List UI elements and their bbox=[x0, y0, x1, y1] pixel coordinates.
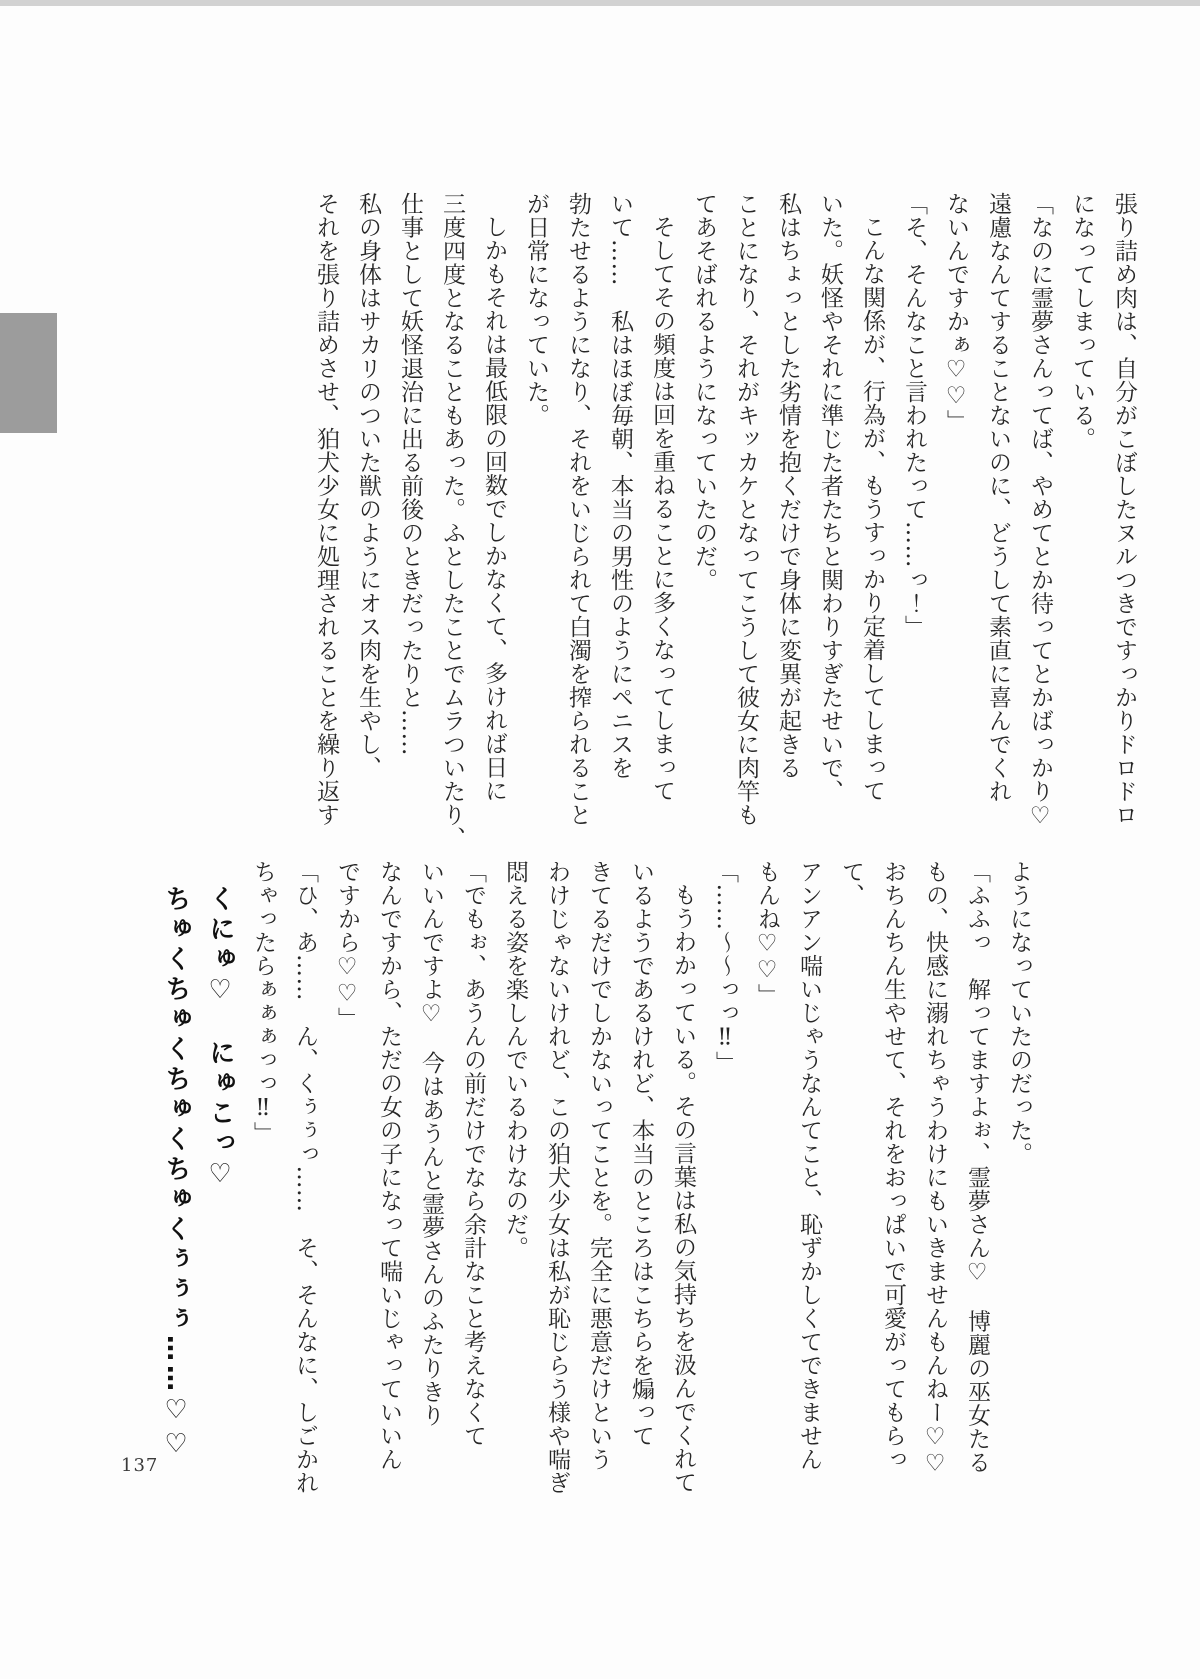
text-column: 「でもぉ、あうんの前だけでなら余計なこと考えなくて bbox=[460, 860, 486, 1448]
page-number: 137 bbox=[121, 1455, 159, 1476]
text-column: もの、快感に溺れちゃうわけにもいきませんもんねー♡♡ bbox=[922, 860, 948, 1477]
text-column: それを張り詰めさせ、狛犬少女に処理されることを繰り返す bbox=[313, 192, 339, 827]
text-column: おちんちん生やせて、それをおっぱいで可愛がってもらって、 bbox=[838, 860, 906, 1471]
text-column: いいんですよ♡ 今はあうんと霊夢さんのふたりきり bbox=[418, 860, 444, 1427]
text-column: 勃たせるようになり、それをいじられて白濁を搾られること bbox=[565, 192, 591, 827]
text-column: になってしまっている。 bbox=[1069, 192, 1095, 451]
text-column: こんな関係が、行為が、もうすっかり定着してしまって bbox=[859, 215, 885, 803]
text-column: ないんですかぁ♡♡」 bbox=[943, 192, 969, 433]
text-column: ですから♡♡」 bbox=[334, 860, 360, 1031]
text-column: いた。妖怪やそれに準じた者たちと関わりすぎたせいで、 bbox=[817, 192, 843, 803]
text-column: 悶える姿を楽しんでいるわけなのだ。 bbox=[502, 860, 528, 1260]
text-column: わけじゃないけれど、この狛犬少女は私が恥じらう様や喘ぎ bbox=[544, 860, 570, 1495]
text-column: 「なのに霊夢さんってば、やめてとか待ってとかばっかり♡ bbox=[1027, 192, 1053, 830]
text-column: いるようであるけれど、本当のところはこちらを煽って bbox=[628, 860, 654, 1448]
text-column: 張り詰め肉は、自分がこぼしたヌルつきですっかりドロドロ bbox=[1111, 192, 1137, 827]
page-top-edge-shadow bbox=[0, 0, 1200, 6]
text-column: いて…… 私はほぼ毎朝、本当の男性のようにペニスを bbox=[607, 192, 633, 780]
text-column: もうわかっている。その言葉は私の気持ちを汲んでくれて bbox=[670, 883, 696, 1494]
text-column: きてるだけでしかないってことを。完全に悪意だけという bbox=[586, 860, 612, 1471]
text-column: てあそばれるようになっていたのだ。 bbox=[691, 192, 717, 592]
sfx-text-column: くにゅ♡ にゅこっ♡ bbox=[205, 885, 235, 1193]
side-tab-marker bbox=[0, 313, 57, 433]
text-column: 「そ、そんなこと言われたって……っ！」 bbox=[901, 192, 927, 639]
text-column: もんね♡♡」 bbox=[754, 860, 780, 1007]
text-column: が日常になっていた。 bbox=[523, 192, 549, 427]
text-column: しかもそれは最低限の回数でしかなくて、多ければ日に bbox=[481, 215, 507, 803]
text-column: 「ひ、あ…… ん、くぅぅっ…… そ、そんなに、しごかれ bbox=[292, 860, 318, 1495]
text-column: 遠慮なんてすることないのに、どうして素直に喜んでくれ bbox=[985, 192, 1011, 803]
text-column: 「……〜〜っっ‼」 bbox=[712, 860, 738, 1075]
text-column: 三度四度となることもあった。ふとしたことでムラついたり、 bbox=[439, 192, 465, 850]
text-block-bottom bbox=[161, 860, 1040, 1510]
text-column: 私の身体はサカリのついた獣のようにオス肉を生やし、 bbox=[355, 192, 381, 780]
text-block-top bbox=[215, 192, 1145, 857]
text-column: ようになっていたのだった。 bbox=[1006, 860, 1032, 1166]
text-column: なんですから、ただの女の子になって喘いじゃっていいん bbox=[376, 860, 402, 1471]
text-column: 私はちょっとした劣情を抱くだけで身体に変異が起きる bbox=[775, 192, 801, 780]
text-column: 仕事として妖怪退治に出る前後のときだったりと…… bbox=[397, 192, 423, 756]
sfx-text-column: ちゅくちゅくちゅくちゅくぅぅぅ……♡♡ bbox=[161, 885, 191, 1463]
text-column: ことになり、それがキッカケとなってこうして彼女に肉竿も bbox=[733, 192, 759, 827]
text-column: ちゃったらぁぁぁっっ‼」 bbox=[250, 860, 276, 1145]
text-column: アンアン喘いじゃうなんてこと、恥ずかしくてできません bbox=[796, 860, 822, 1471]
text-column: そしてその頻度は回を重ねることに多くなってしまって bbox=[649, 215, 675, 803]
text-column: 「ふふっ 解ってますよぉ、霊夢さん♡ 博麗の巫女たる bbox=[964, 860, 990, 1474]
